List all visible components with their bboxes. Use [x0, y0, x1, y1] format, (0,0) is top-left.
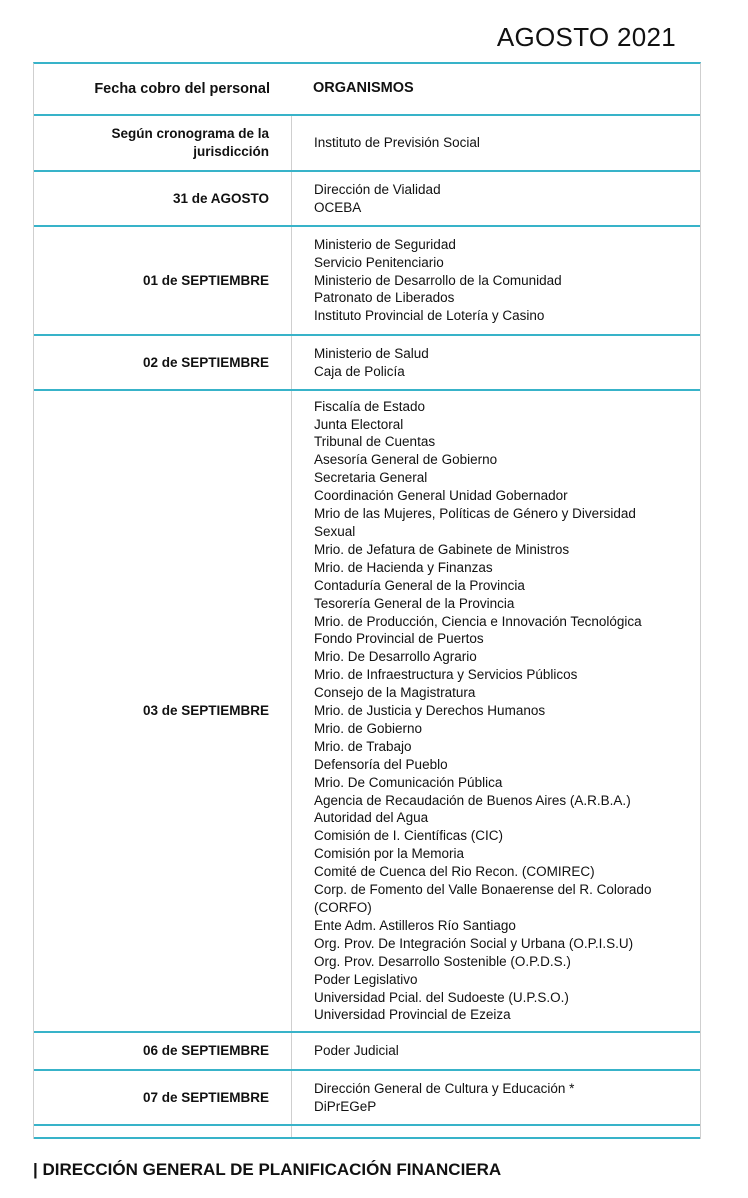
schedule-table — [33, 62, 701, 1139]
organism-item: Autoridad del Agua — [314, 810, 429, 826]
organism-item: Contaduría General de la Provincia — [314, 577, 525, 593]
organism-item: Mrio. de Gobierno — [314, 720, 423, 736]
organism-item: Secretaria General — [314, 470, 428, 486]
table-row — [34, 1033, 700, 1071]
footer-text: | DIRECCIÓN GENERAL DE PLANIFICACIÓN FINANCIERA — [33, 1160, 502, 1179]
organisms-list — [292, 1071, 700, 1124]
organism-item: Universidad Provincial de Ezeiza — [314, 1007, 511, 1023]
table-row — [34, 391, 700, 1033]
organisms-list — [292, 391, 700, 1031]
payment-date: 31 de AGOSTO — [34, 172, 292, 225]
organisms-list — [292, 1033, 700, 1069]
organism-item: Ministerio de Desarrollo de la Comunidad — [314, 272, 562, 288]
payment-date: 03 de SEPTIEMBRE — [34, 391, 292, 1031]
organism-item: Comisión de I. Científicas (CIC) — [314, 828, 504, 844]
organism-item: Ente Adm. Astilleros Río Santiago — [314, 917, 516, 933]
organism-item: Org. Prov. De Integración Social y Urbana (O.P.I.S.U) — [314, 935, 634, 951]
organism-item: Mrio. De Desarrollo Agrario — [314, 649, 477, 665]
organism-item: Comité de Cuenca del Rio Recon. (COMIREC) — [314, 864, 595, 880]
table-row — [34, 1126, 700, 1139]
table-row — [34, 227, 700, 336]
organism-item: Instituto Provincial de Lotería y Casino — [314, 308, 545, 324]
organism-item: DiPrEGeP — [314, 1098, 377, 1114]
organisms-list — [292, 1126, 700, 1137]
organism-item: Defensoría del Pueblo — [314, 756, 448, 772]
organism-item: Dirección de Vialidad — [314, 181, 441, 197]
header-date: Fecha cobro del personal — [94, 81, 270, 97]
organism-item: Ministerio de Seguridad — [314, 236, 456, 252]
organism-item: Caja de Policía — [314, 363, 405, 379]
organism-item: Coordinación General Unidad Gobernador — [314, 488, 568, 504]
table-row — [34, 336, 700, 391]
organism-item: Dirección General de Cultura y Educación * — [314, 1080, 575, 1096]
organism-item: Patronato de Liberados — [314, 290, 455, 306]
organisms-list — [292, 172, 700, 225]
organism-item: Poder Judicial — [314, 1043, 399, 1059]
organism-item: Servicio Penitenciario — [314, 254, 444, 270]
organism-item: Org. Prov. Desarrollo Sostenible (O.P.D.S.) — [314, 953, 571, 969]
table-row — [34, 172, 700, 227]
organism-item: Mrio. de Infraestructura y Servicios Públicos — [314, 667, 578, 683]
payment-date: 07 de SEPTIEMBRE — [34, 1071, 292, 1124]
organism-item: Ministerio de Salud — [314, 345, 429, 361]
organism-item: Poder Legislativo — [314, 971, 418, 987]
table-header-row — [34, 64, 700, 116]
organism-item: Instituto de Previsión Social — [314, 135, 480, 151]
organism-item: Consejo de la Magistratura — [314, 685, 476, 701]
organism-item: Fiscalía de Estado — [314, 398, 426, 414]
table-row — [34, 116, 700, 172]
payment-date: Según cronograma de la jurisdicción — [34, 116, 292, 170]
header-orgs: ORGANISMOS — [313, 80, 414, 97]
organism-item: Comisión por la Memoria — [314, 846, 465, 862]
organism-item: Fondo Provincial de Puertos — [314, 631, 484, 647]
payment-date — [34, 1126, 292, 1137]
organisms-list — [292, 227, 700, 334]
organism-item: Junta Electoral — [314, 416, 404, 432]
page-title: AGOSTO 2021 — [496, 22, 676, 52]
organisms-list — [292, 116, 700, 170]
organisms-list — [292, 336, 700, 389]
organism-item: Universidad Pcial. del Sudoeste (U.P.S.O.) — [314, 989, 569, 1005]
organism-item: Tesorería General de la Provincia — [314, 595, 515, 611]
organism-item: Tribunal de Cuentas — [314, 434, 436, 450]
organism-item: Agencia de Recaudación de Buenos Aires (A.R.B.A.) — [314, 792, 631, 808]
organism-item: Mrio. de Producción, Ciencia e Innovación Tecnológica — [314, 613, 642, 629]
organism-item: Mrio. de Justicia y Derechos Humanos — [314, 703, 546, 719]
organism-item: Corp. de Fomento del Valle Bonaerense del R. Colorado (CORFO) — [314, 882, 652, 916]
payment-date: 02 de SEPTIEMBRE — [34, 336, 292, 389]
organism-item: Asesoría General de Gobierno — [314, 452, 498, 468]
organism-item: Mrio. de Trabajo — [314, 738, 412, 754]
organism-item: Mrio. De Comunicación Pública — [314, 774, 503, 790]
organism-item: Mrio de las Mujeres, Políticas de Género y Diversidad Sexual — [314, 506, 636, 539]
organism-item: Mrio. de Hacienda y Finanzas — [314, 559, 493, 575]
table-row — [34, 1071, 700, 1126]
organism-item: Mrio. de Jefatura de Gabinete de Ministros — [314, 541, 570, 557]
payment-date: 06 de SEPTIEMBRE — [34, 1033, 292, 1069]
table-body — [34, 116, 700, 1139]
organism-item: OCEBA — [314, 199, 362, 215]
payment-date: 01 de SEPTIEMBRE — [34, 227, 292, 334]
